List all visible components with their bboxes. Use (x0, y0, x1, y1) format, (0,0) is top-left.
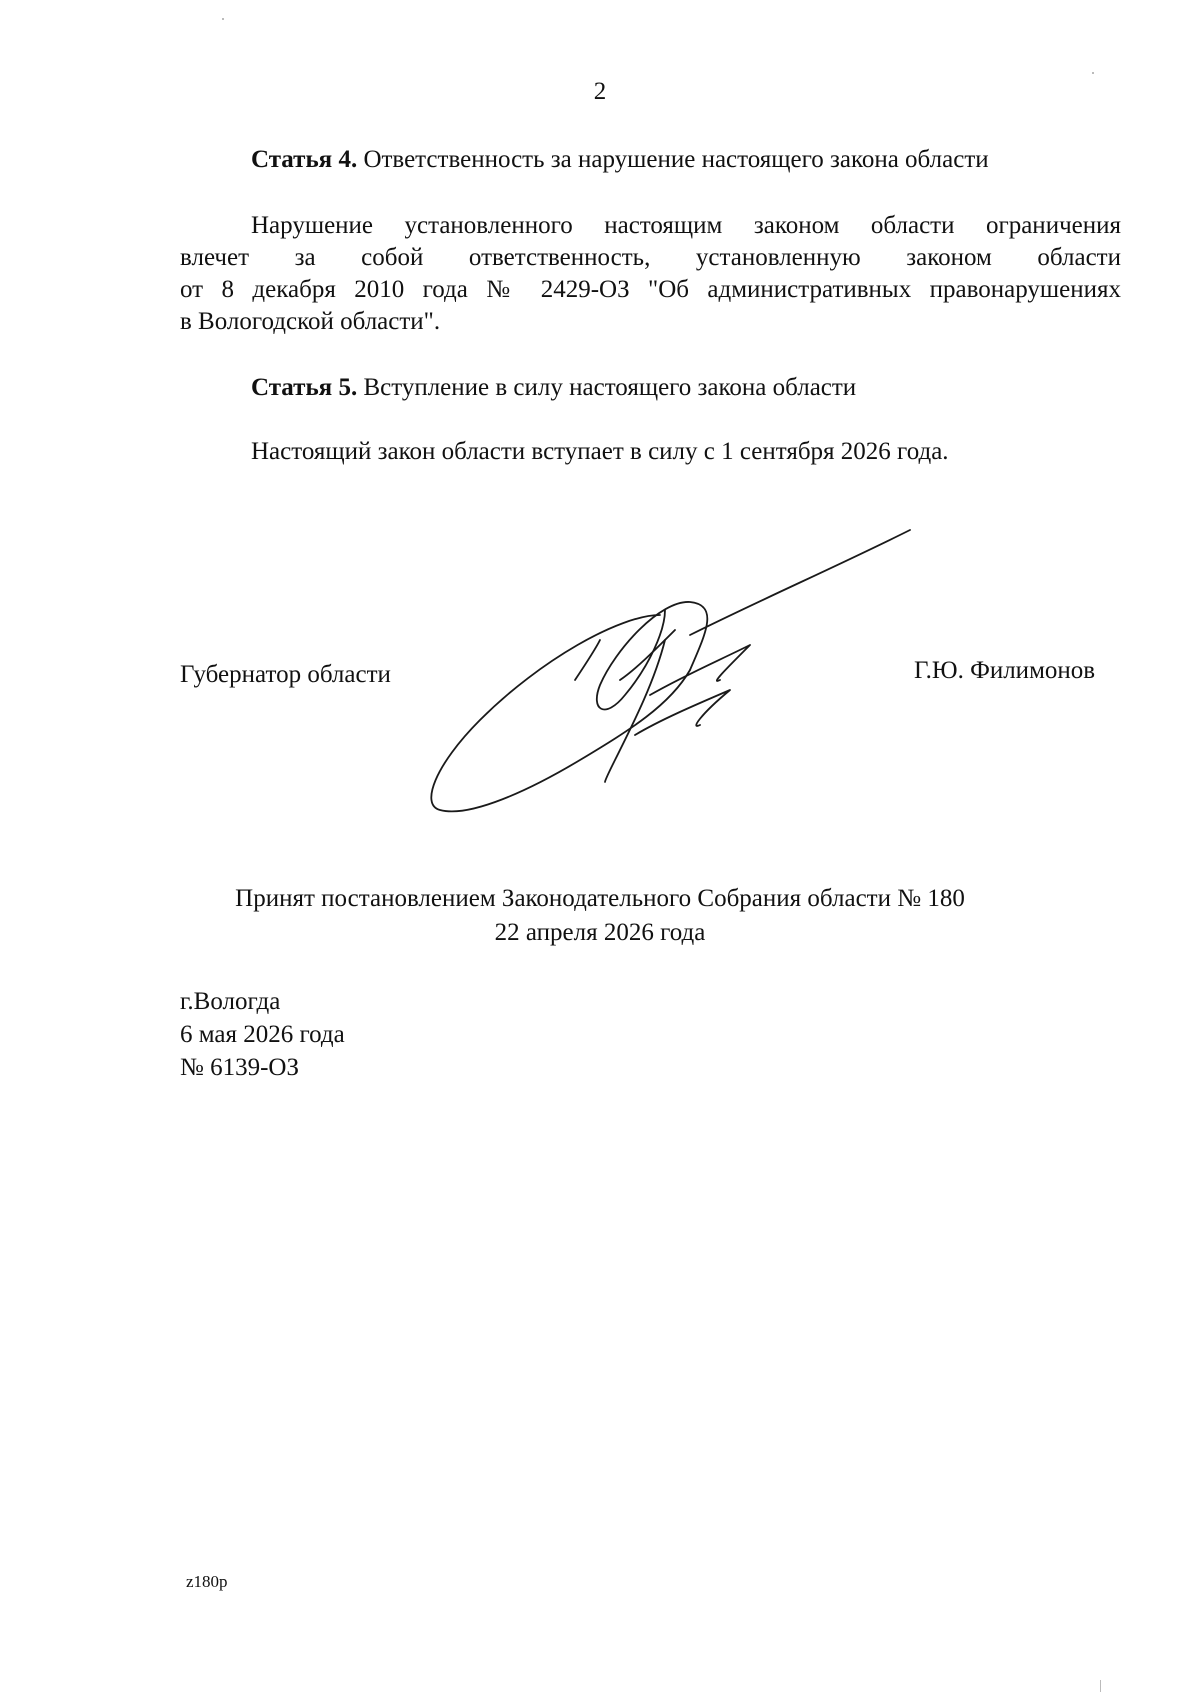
article-5-heading (251, 372, 856, 404)
document-code: z180p (186, 1572, 228, 1591)
adoption-line-1: Принят постановлением Законодательного Собрания области № 180 (235, 885, 965, 912)
article-5-title: Вступление в силу настоящего закона области (363, 374, 857, 401)
footer-city: г.Вологда (180, 988, 281, 1015)
scan-speck (222, 18, 224, 20)
article-4-line: в Вологодской области". (180, 308, 441, 335)
article-4-title: Ответственность за нарушение настоящего закона области (363, 146, 989, 173)
signatory-name: Г.Ю. Филимонов (914, 657, 1096, 684)
scan-speck (1100, 1680, 1101, 1692)
article-5-body: Настоящий закон области вступает в силу с 1 сентября 2026 года. (251, 438, 949, 465)
article-4-body (180, 210, 1121, 338)
article-4-line: влечет за собой ответственность, установленную законом области (180, 244, 1121, 271)
footer-date: 6 мая 2026 года (180, 1021, 345, 1048)
adoption-line-2: 22 апреля 2026 года (494, 919, 706, 946)
signatory-position: Губернатор области (180, 661, 391, 688)
article-4-heading (251, 144, 989, 176)
handwritten-signature (420, 520, 940, 820)
scan-speck (1092, 72, 1094, 74)
article-4-label: Статья 4. (251, 146, 358, 173)
article-4-line: Нарушение установленного настоящим законом области ограничения (251, 212, 1121, 239)
article-4-line: от 8 декабря 2010 года № 2429-ОЗ "Об административных правонарушениях (180, 276, 1121, 303)
footer-number: № 6139-ОЗ (180, 1054, 300, 1081)
article-5-label: Статья 5. (251, 374, 358, 401)
page-number: 2 (593, 78, 607, 105)
